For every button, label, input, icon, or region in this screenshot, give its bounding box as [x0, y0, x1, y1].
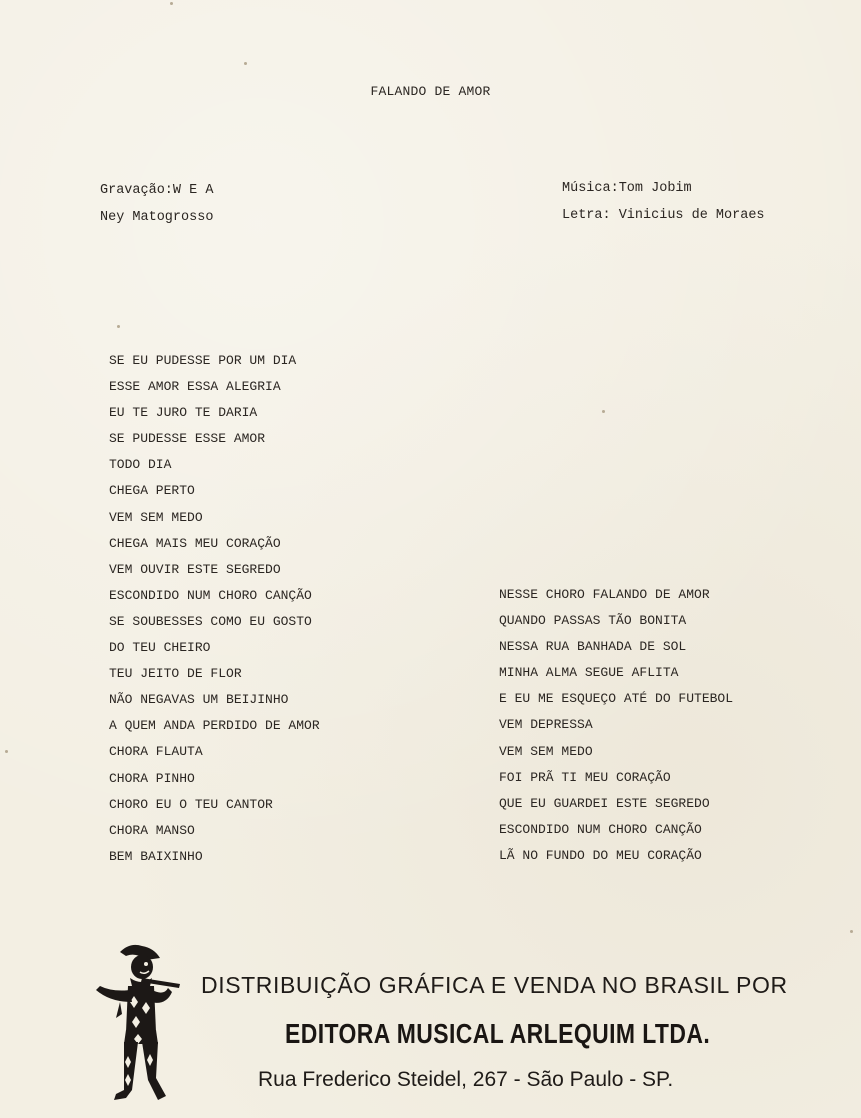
lyric-line: TEU JEITO DE FLOR [109, 666, 242, 682]
publisher-address: Rua Frederico Steidel, 267 - São Paulo - SP. [258, 1068, 674, 1091]
lyric-line: LÃ NO FUNDO DO MEU CORAÇÃO [499, 847, 702, 863]
paper-speck [244, 62, 247, 65]
paper-speck [850, 930, 853, 933]
distribution-notice: DISTRIBUIÇÃO GRÁFICA E VENDA NO BRASIL POR [201, 972, 788, 998]
lyric-line: VEM SEM MEDO [109, 509, 203, 525]
publisher-name: EDITORA MUSICAL ARLEQUIM LTDA. [285, 1018, 711, 1049]
lyric-line: TODO DIA [109, 457, 172, 473]
lyrics-credit: Letra: Vinicius de Moraes [562, 208, 765, 223]
performer-name: Ney Matogrosso [100, 210, 214, 225]
lyric-line: EU TE JURO TE DARIA [109, 405, 258, 421]
paper-speck [5, 750, 8, 753]
lyric-line: MINHA ALMA SEGUE AFLITA [499, 665, 679, 681]
lyric-line: ESSE AMOR ESSA ALEGRIA [109, 379, 281, 395]
lyric-line: VEM SEM MEDO [499, 743, 593, 759]
lyric-line: VEM OUVIR ESTE SEGREDO [109, 561, 281, 577]
lyric-line: E EU ME ESQUEÇO ATÉ DO FUTEBOL [499, 691, 734, 707]
harlequin-flute-player-icon [86, 940, 182, 1110]
lyric-line: VEM DEPRESSA [499, 717, 593, 733]
lyric-line: CHORA FLAUTA [109, 744, 203, 760]
lyrics-column-2 [499, 582, 733, 869]
paper-speck [170, 2, 173, 5]
lyric-line: SE PUDESSE ESSE AMOR [109, 431, 266, 447]
lyric-line: DO TEU CHEIRO [109, 640, 211, 656]
lyrics-column-1 [109, 348, 320, 870]
lyric-line: A QUEM ANDA PERDIDO DE AMOR [109, 718, 320, 734]
lyric-line: QUANDO PASSAS TÃO BONITA [499, 613, 687, 629]
lyric-line: ESCONDIDO NUM CHORO CANÇÃO [499, 821, 702, 837]
paper-speck [602, 410, 605, 413]
recording-info [100, 177, 213, 231]
recording-label: Gravação:W E A [100, 183, 214, 198]
lyric-line: CHEGA MAIS MEU CORAÇÃO [109, 535, 281, 551]
credits-info [562, 175, 765, 229]
lyric-line: FOI PRÃ TI MEU CORAÇÃO [499, 769, 671, 785]
song-title: FALANDO DE AMOR [370, 84, 491, 99]
lyric-line: NESSE CHORO FALANDO DE AMOR [499, 587, 710, 602]
paper-speck [117, 325, 120, 328]
lyric-line: QUE EU GUARDEI ESTE SEGREDO [499, 795, 710, 811]
lyric-line: CHORA MANSO [109, 822, 195, 838]
lyric-line: CHEGA PERTO [109, 483, 195, 499]
lyric-line: SE SOUBESSES COMO EU GOSTO [109, 613, 312, 629]
lyric-line: SE EU PUDESSE POR UM DIA [109, 353, 297, 368]
lyric-line: NÃO NEGAVAS UM BEIJINHO [109, 692, 289, 708]
lyric-line: ESCONDIDO NUM CHORO CANÇÃO [109, 587, 312, 603]
lyric-line: BEM BAIXINHO [109, 848, 203, 864]
lyric-line: NESSA RUA BANHADA DE SOL [499, 639, 687, 655]
lyric-line: CHORA PINHO [109, 770, 195, 786]
lyric-line: CHORO EU O TEU CANTOR [109, 796, 273, 812]
music-credit: Música:Tom Jobim [562, 181, 692, 196]
